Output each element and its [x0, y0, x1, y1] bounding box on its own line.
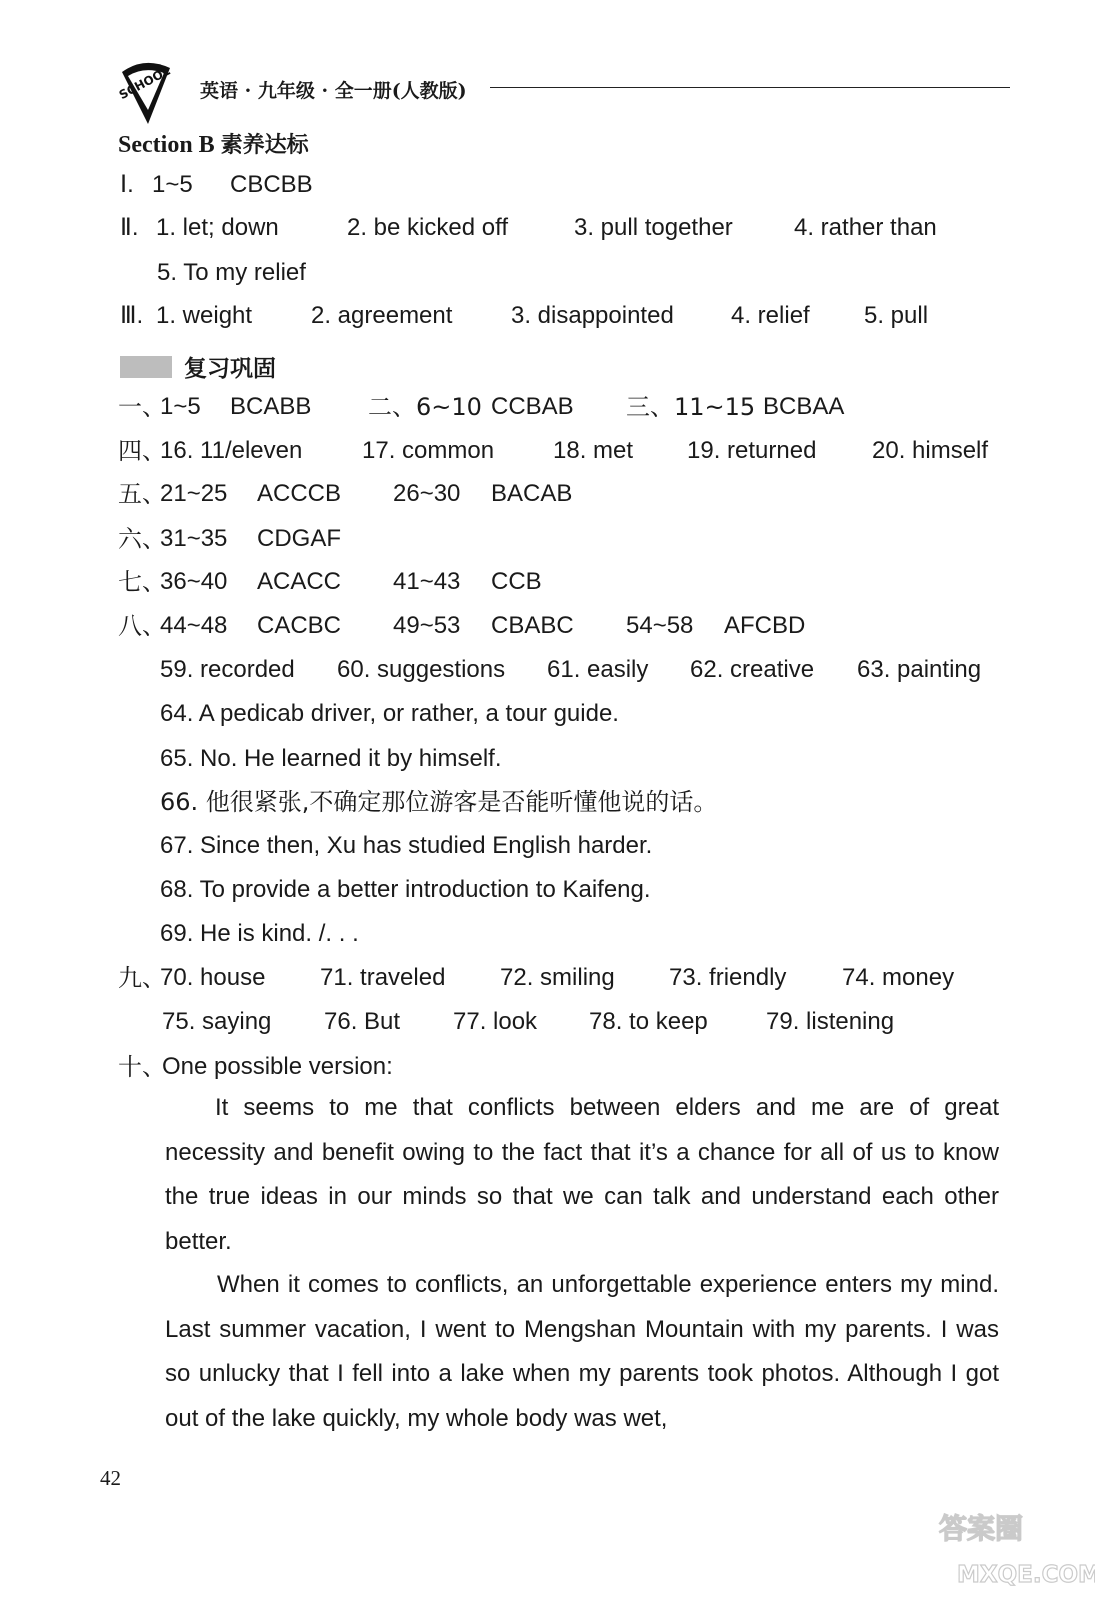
writing-intro: One possible version: — [162, 1053, 393, 1080]
answer-item: 75. saying — [162, 1008, 272, 1035]
header-rule — [490, 87, 1010, 88]
answer-item: 72. smiling — [500, 964, 615, 991]
answer-item: 67. Since then, Xu has studied English harder. — [160, 832, 653, 859]
watermark-logo — [935, 1502, 1095, 1594]
answer-item: CCBAB — [491, 393, 574, 420]
row-number: Ⅲ. — [120, 302, 144, 329]
answer-item: 54~58 — [626, 612, 694, 639]
answer-item: AFCBD — [724, 612, 806, 639]
section-b-heading — [118, 128, 309, 159]
answer-item: 70. house — [160, 964, 266, 991]
row-number: 五、 — [118, 480, 166, 508]
answer-item: BACAB — [491, 480, 573, 507]
answer-item: CBABC — [491, 612, 574, 639]
answer-item: 66. 他很紧张,不确定那位游客是否能听懂他说的话。 — [160, 788, 718, 816]
answer-item: BCBAA — [763, 393, 845, 420]
answer-item: 31~35 — [160, 525, 228, 552]
answer-item: 4. relief — [731, 302, 810, 329]
watermark-url: MXQE.COM — [957, 1562, 1095, 1588]
answer-item: BCABB — [230, 393, 312, 420]
answer-item: 17. common — [362, 437, 495, 464]
row-number: 一、 — [118, 393, 166, 421]
writing-paragraph-2: When it comes to conflicts, an unforgettable experience enters my mind. Last summer vacation, I went to Mengshan Mountain with my parents. I was so unlucky that I fell into a lake when my parents took photos. Although I got out of the lake quickly, my whole body was wet, — [165, 1271, 999, 1432]
answer-item: 60. suggestions — [337, 656, 506, 683]
row-number: Ⅱ. — [120, 214, 139, 241]
answer-item: 41~43 — [393, 568, 461, 595]
answer-item: 76. But — [324, 1008, 401, 1035]
answer-item: 65. No. He learned it by himself. — [160, 745, 502, 772]
section-b-row-1 — [120, 173, 134, 197]
review-heading — [120, 350, 276, 383]
answer-item: 1~5 — [152, 171, 193, 198]
answer-item: ACCCB — [257, 480, 342, 507]
review-title: 复习巩固 — [184, 356, 276, 382]
answer-item: 2. agreement — [311, 302, 453, 329]
row-number: Ⅰ. — [120, 171, 134, 198]
answer-item: 62. creative — [690, 656, 815, 683]
logo-text: SCHOOL — [116, 63, 173, 103]
answer-item: 36~40 — [160, 568, 228, 595]
answer-item: 1. let; down — [156, 214, 279, 241]
answer-item: CDGAF — [257, 525, 341, 552]
answer-item: 74. money — [842, 964, 955, 991]
answer-item: 1. weight — [156, 302, 253, 329]
answer-item: 68. To provide a better introduction to Kaifeng. — [160, 876, 651, 903]
answer-item: 三、11~15 — [626, 393, 756, 421]
answer-item: 73. friendly — [669, 964, 787, 991]
answer-item: 4. rather than — [794, 214, 937, 241]
answer-item: 79. listening — [766, 1008, 895, 1035]
answer-item: 69. He is kind. /. . . — [160, 920, 359, 947]
answer-item: 16. 11/eleven — [160, 437, 303, 464]
answer-item: CACBC — [257, 612, 342, 639]
answer-item: 二、6~10 — [368, 393, 482, 421]
row-number: 四、 — [118, 437, 166, 465]
answer-item: 26~30 — [393, 480, 461, 507]
page-number: 42 — [100, 1466, 121, 1490]
answer-item: 1~5 — [160, 393, 201, 420]
row-number: 十、 — [118, 1053, 166, 1081]
row-number: 七、 — [118, 568, 166, 596]
book-title: 英语 · 九年级 · 全一册(人教版) — [200, 80, 467, 102]
answer-item: 59. recorded — [160, 656, 295, 683]
answer-item: 19. returned — [687, 437, 817, 464]
row-number: 九、 — [118, 964, 166, 992]
watermark-text: 答案圈 — [939, 1512, 1024, 1545]
answer-item: 21~25 — [160, 480, 228, 507]
answer-item: ACACC — [257, 568, 342, 595]
section-b-title: 素养达标 — [220, 133, 309, 158]
answer-item: 5. To my relief — [157, 259, 306, 286]
row-number: 六、 — [118, 525, 166, 553]
answer-item: 71. traveled — [320, 964, 446, 991]
answer-item: 5. pull — [864, 302, 929, 329]
answer-item: 18. met — [553, 437, 634, 464]
answer-item: 3. pull together — [574, 214, 733, 241]
answer-item: 64. A pedicab driver, or rather, a tour guide. — [160, 700, 619, 727]
answer-item: CBCBB — [230, 171, 313, 198]
answer-item: 78. to keep — [589, 1008, 708, 1035]
answer-item: 20. himself — [872, 437, 989, 464]
heading-bar — [120, 356, 172, 378]
school-logo — [112, 58, 182, 128]
answer-item: 61. easily — [547, 656, 649, 683]
answer-item: 3. disappointed — [511, 302, 674, 329]
answer-item: CCB — [491, 568, 542, 595]
answer-item: 44~48 — [160, 612, 228, 639]
section-b-label: Section B — [118, 132, 215, 158]
writing-paragraph-1: It seems to me that conflicts between elders and me are of great necessity and benefit owing to the fact that it’s a chance for all of us to know the true ideas in our minds so that we can talk and understand each other better. — [165, 1094, 999, 1255]
answer-item: 77. look — [453, 1008, 538, 1035]
answer-item: 63. painting — [857, 656, 982, 683]
row-number: 八、 — [118, 612, 166, 640]
answer-item: 49~53 — [393, 612, 461, 639]
answer-item: 2. be kicked off — [347, 214, 508, 241]
